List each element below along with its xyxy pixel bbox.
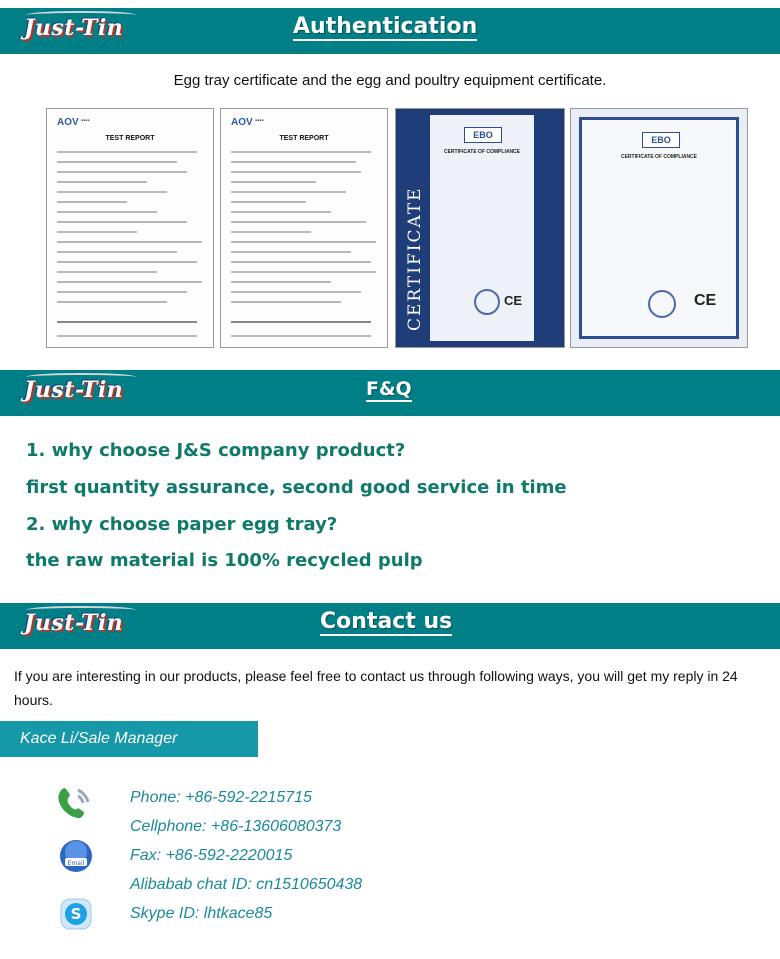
faq-question-1: 1. why choose J&S company product? (26, 440, 406, 461)
text-line (57, 161, 177, 163)
faq-answer-1: first quantity assurance, second good service in time (26, 477, 567, 498)
cellphone-number[interactable]: Cellphone: +86-13606080373 (130, 818, 342, 835)
certificates-caption: Egg tray certificate and the egg and poultry equipment certificate. (173, 72, 607, 89)
authentication-title: Authentication (293, 14, 478, 39)
text-line (231, 291, 361, 293)
text-line (231, 281, 331, 283)
text-line (57, 171, 187, 173)
text-line (57, 261, 197, 263)
footer-line (57, 335, 197, 337)
ebo-stamp-icon (648, 290, 676, 318)
just-tin-logo: Just-Tin (24, 610, 124, 636)
text-line (57, 301, 167, 303)
svg-text:S: S (70, 905, 82, 923)
text-line (231, 261, 371, 263)
text-line (57, 241, 202, 243)
text-line (231, 191, 346, 193)
manager-name-bar: Kace Li/Sale Manager (0, 721, 258, 757)
faq-banner (0, 370, 780, 416)
contact-title: Contact us (320, 609, 453, 634)
text-line (57, 251, 177, 253)
text-line (231, 201, 306, 203)
text-line (231, 181, 316, 183)
phone-icon (54, 784, 94, 827)
certificate-body (579, 117, 739, 339)
test-report-certificate-1[interactable] (46, 108, 214, 348)
footer-line (231, 335, 371, 337)
faq-answer-2: the raw material is 100% recycled pulp (26, 550, 423, 571)
text-line (57, 271, 157, 273)
contact-intro: If you are interesting in our products, please feel free to contact us through following ways, you will get my reply in 24 hours. (14, 668, 738, 708)
just-tin-logo: Just-Tin (24, 377, 124, 403)
compliance-heading: CERTIFICATE OF COMPLIANCE (443, 149, 520, 155)
ce-mark-icon: CE (504, 293, 523, 308)
ebo-certificate-2[interactable] (570, 108, 748, 348)
text-line (57, 221, 187, 223)
email-icon (58, 838, 94, 879)
text-line (231, 161, 356, 163)
compliance-heading: CERTIFICATE OF COMPLIANCE (620, 154, 697, 160)
text-line (57, 291, 187, 293)
text-line (57, 231, 137, 233)
faq-title: F&Q (366, 378, 412, 400)
faq-question-2: 2. why choose paper egg tray? (26, 514, 338, 535)
text-line (231, 251, 351, 253)
phone-number[interactable]: Phone: +86-592-2215715 (130, 789, 312, 806)
text-line (231, 151, 371, 153)
text-line (57, 201, 127, 203)
aov-logo-mark: ▪▪▪▪ (255, 118, 264, 124)
text-line (231, 171, 361, 173)
ebo-logo: EBO (642, 132, 680, 148)
test-report-certificate-2[interactable] (220, 108, 388, 348)
text-line (231, 241, 376, 243)
certificate-vertical-text (402, 109, 428, 347)
authentication-banner (0, 8, 780, 54)
fax-number[interactable]: Fax: +86-592-2220015 (130, 847, 293, 864)
text-line (57, 211, 157, 213)
report-title: TEST REPORT (279, 135, 329, 142)
ebo-logo: EBO (464, 127, 502, 143)
signature-line (231, 321, 371, 323)
text-line (57, 281, 202, 283)
aov-logo: AOV (57, 117, 79, 128)
text-line (57, 181, 147, 183)
skype-id[interactable]: Skype ID: lhtkace85 (130, 905, 273, 922)
skype-icon[interactable] (60, 898, 92, 935)
text-line (57, 151, 197, 153)
alibaba-chat-id[interactable]: Alibabab chat ID: cn1510650438 (130, 876, 363, 893)
text-line (57, 191, 167, 193)
signature-line (57, 321, 197, 323)
just-tin-logo: Just-Tin (24, 15, 124, 41)
ebo-stamp-icon (474, 289, 500, 315)
text-line (231, 221, 366, 223)
text-line (231, 271, 376, 273)
svg-text:CERTIFICATE: CERTIFICATE (405, 186, 425, 331)
contact-banner (0, 603, 780, 649)
aov-logo: AOV (231, 117, 253, 128)
report-title: TEST REPORT (105, 135, 155, 142)
certificate-body (430, 115, 534, 341)
text-line (231, 301, 341, 303)
text-line (231, 231, 311, 233)
aov-logo-mark: ▪▪▪▪ (81, 118, 90, 124)
text-line (231, 211, 331, 213)
ebo-certificate-1[interactable] (395, 108, 565, 348)
ce-mark-icon: CE (694, 292, 717, 309)
svg-text:Email: Email (67, 860, 85, 867)
